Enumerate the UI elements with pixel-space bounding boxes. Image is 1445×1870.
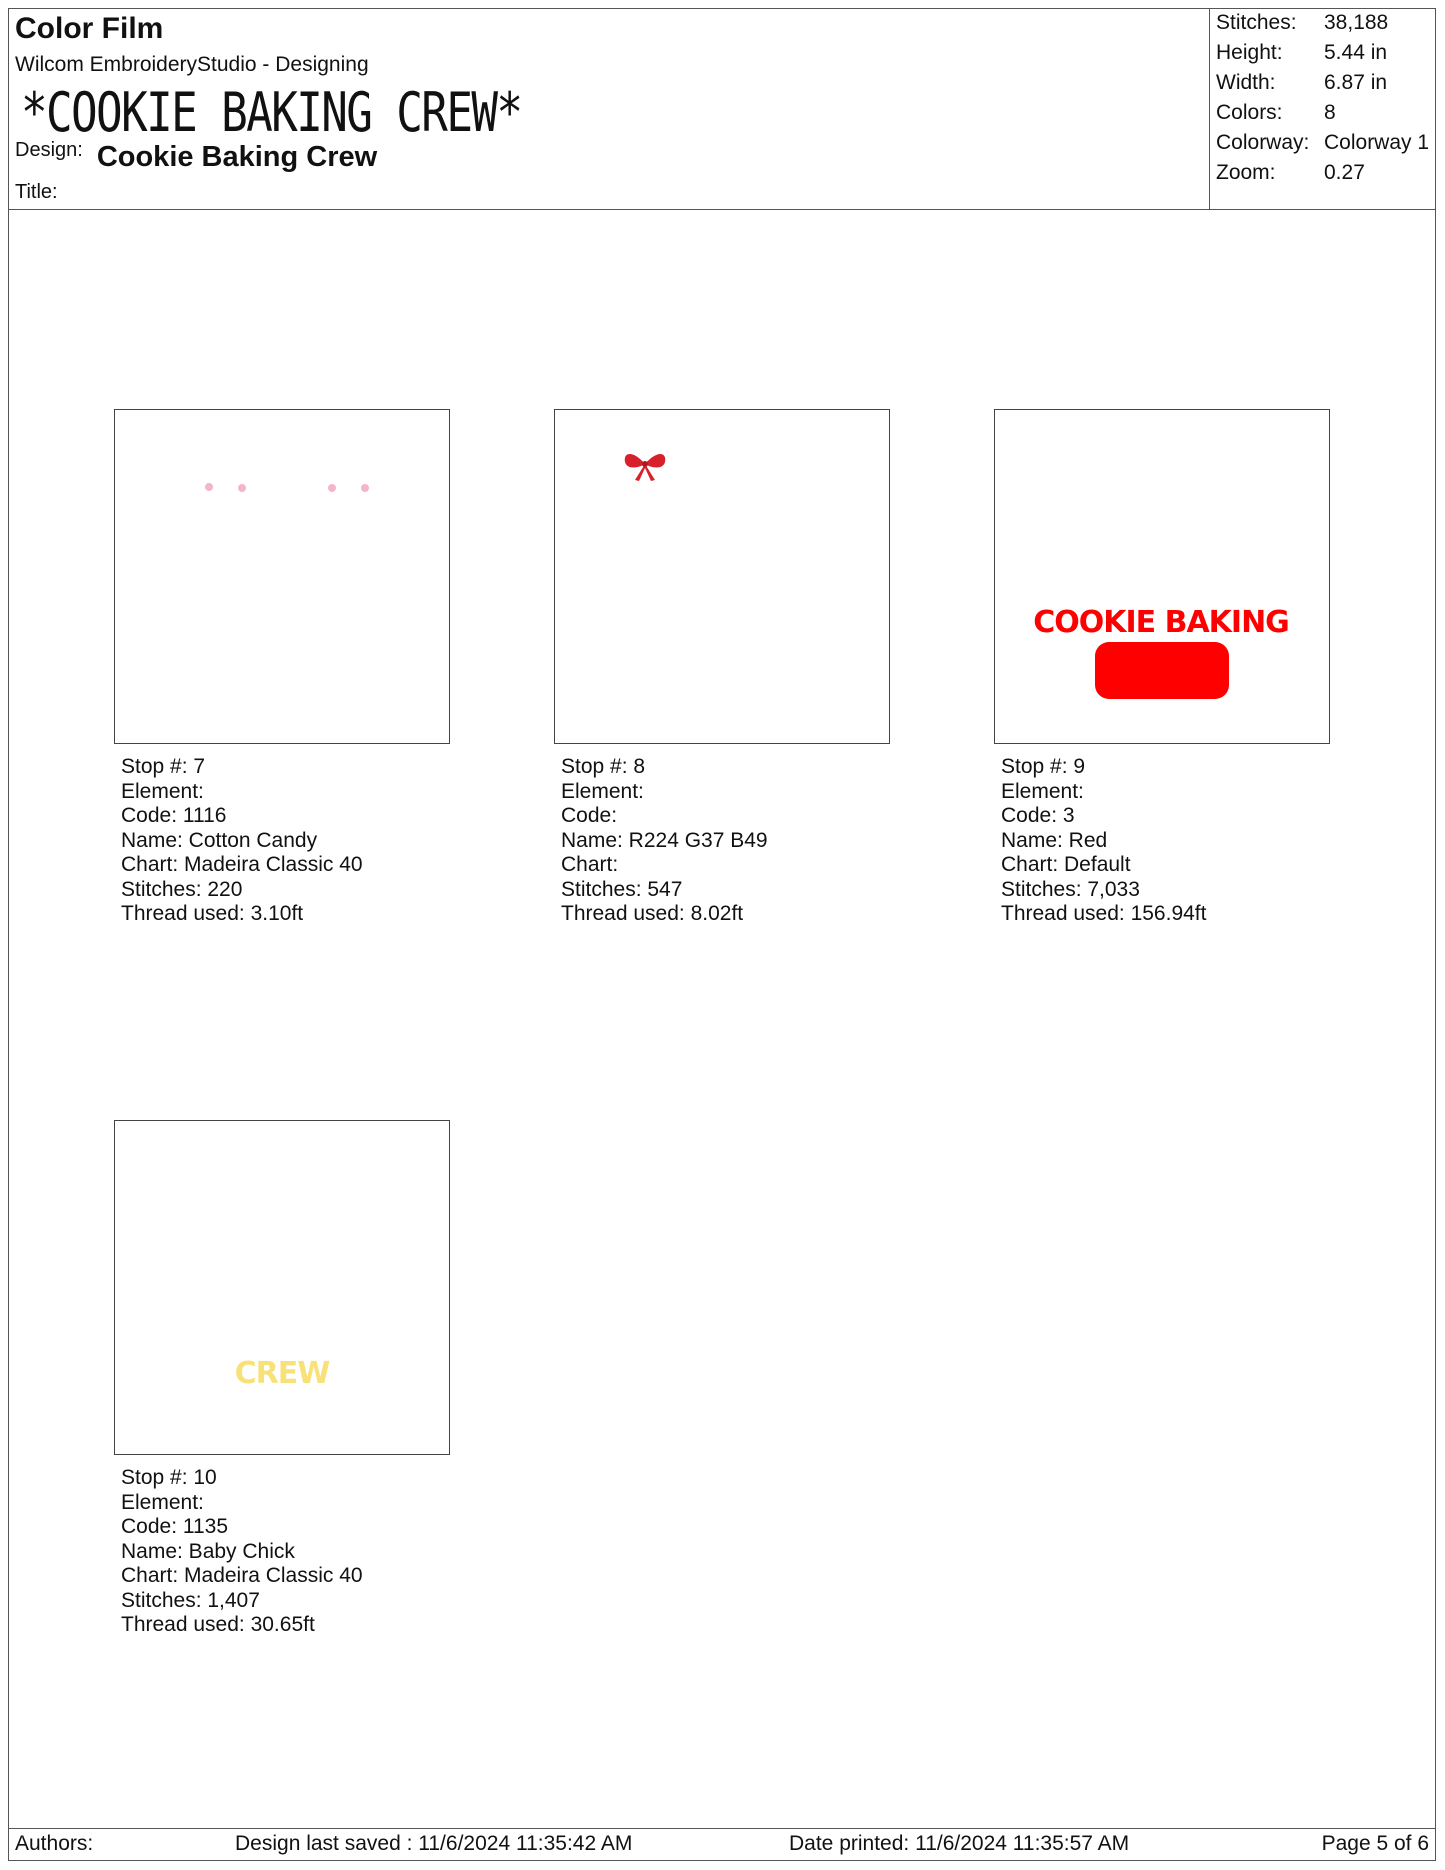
stop-8-thumbnail [554,409,890,744]
thread-name: Name: Red [1001,828,1108,852]
thread-chart: Chart: Madeira Classic 40 [121,853,363,876]
stat-value: 38,188 [1324,11,1389,34]
header-info [9,9,1209,209]
stitch-count: Stitches: 220 [121,877,243,901]
stat-label: Colors: [1216,101,1283,124]
design-file-name: *COOKIE BAKING CREW* [21,81,522,144]
stat-value: 8 [1324,101,1336,124]
stitch-count: Stitches: 1,407 [121,1588,260,1612]
stitch-count: Stitches: 7,033 [1001,877,1140,901]
date-printed: Date printed: 11/6/2024 11:35:57 AM [789,1832,1130,1855]
cookie-baking-text: COOKIE BAKING [1033,605,1289,640]
stop-9-thumbnail [994,409,1330,744]
stat-colorway [1216,131,1436,155]
design-row [15,139,377,172]
thread-used: Thread used: 3.10ft [121,902,304,925]
red-fill-block [1095,642,1229,699]
cotton-candy-dots [115,410,448,742]
design-label: Design: [15,139,83,161]
stop-number: Stop #: 7 [121,755,206,778]
crew-artwork [115,1121,448,1453]
design-name: Cookie Baking Crew [96,141,378,173]
stop-7-details [121,755,363,927]
last-saved: Design last saved : 11/6/2024 11:35:42 AM [235,1832,633,1855]
title-label: Title: [15,181,58,203]
report-footer [9,1828,1435,1860]
stat-width [1216,71,1436,95]
stat-height [1216,41,1436,65]
thread-used: Thread used: 8.02ft [561,902,744,925]
bow-icon [555,410,888,742]
stat-label: Width: [1216,71,1276,94]
stat-value: Colorway 1 [1324,131,1430,154]
element-label: Element: [121,1490,204,1514]
thread-used: Thread used: 30.65ft [121,1613,315,1636]
element-label: Element: [1001,779,1084,803]
crew-text: CREW [234,1356,330,1391]
stat-label: Height: [1216,41,1283,64]
color-film-sheet [8,8,1436,1861]
stop-7-thumbnail [114,409,450,744]
stat-zoom [1216,161,1436,185]
thread-name: Name: Baby Chick [121,1539,295,1563]
cookie-baking-artwork [995,410,1328,742]
element-label: Element: [561,779,644,803]
stat-label: Zoom: [1216,161,1276,184]
stat-colors [1216,101,1436,125]
stat-value: 6.87 in [1324,71,1388,94]
stat-label: Stitches: [1216,11,1297,34]
thread-code: Code: 3 [1001,804,1075,827]
thread-used: Thread used: 156.94ft [1001,902,1207,925]
stat-value: 5.44 in [1324,41,1388,64]
stop-8-details [561,755,768,927]
stop-number: Stop #: 10 [121,1466,217,1489]
report-header [9,9,1435,210]
stop-number: Stop #: 9 [1001,755,1086,778]
page-number: Page 5 of 6 [1321,1832,1429,1855]
thread-name: Name: Cotton Candy [121,828,318,852]
stop-number: Stop #: 8 [561,755,646,778]
thread-chart: Chart: Madeira Classic 40 [121,1564,363,1587]
stop-9-details [1001,755,1206,927]
stat-value: 0.27 [1324,161,1365,184]
thread-code: Code: 1116 [121,804,227,827]
thread-code: Code: [561,804,618,827]
report-title: Color Film [15,12,164,45]
authors-label: Authors: [15,1832,94,1855]
thread-code: Code: 1135 [121,1515,229,1538]
stat-stitches [1216,11,1436,35]
element-label: Element: [121,779,204,803]
thread-chart: Chart: [561,853,619,876]
stop-10-details [121,1466,363,1638]
design-stats [1209,9,1435,209]
thread-name: Name: R224 G37 B49 [561,828,768,852]
stop-10-thumbnail [114,1120,450,1455]
application-line: Wilcom EmbroideryStudio - Designing [15,53,369,76]
stat-label: Colorway: [1216,131,1310,154]
stitch-count: Stitches: 547 [561,877,683,901]
thread-chart: Chart: Default [1001,853,1131,876]
